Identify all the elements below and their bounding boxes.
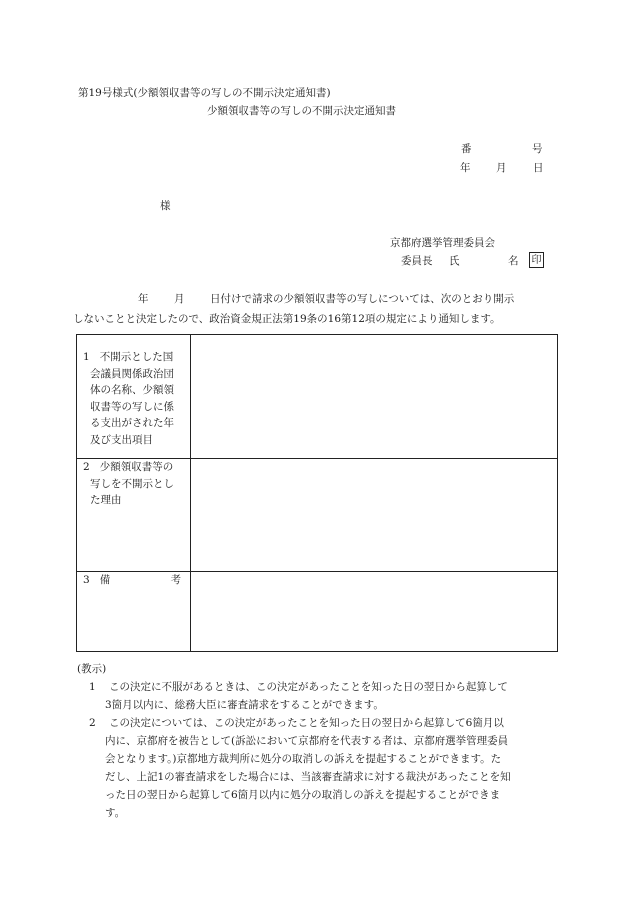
- row1-label-cell: [77, 335, 191, 459]
- issuer-organization: 京都府選挙管理委員会: [390, 237, 495, 249]
- number-label-go: 号: [532, 143, 543, 155]
- issuer-surname-label: 氏: [449, 255, 460, 267]
- row3-label: [77, 572, 190, 589]
- row1-line: る支出がされた年: [90, 417, 174, 429]
- row3-label-a: 備: [99, 574, 111, 586]
- addressee-honorific: 様: [160, 200, 171, 212]
- row2-label-cell: [77, 459, 191, 572]
- table-row: [77, 459, 558, 572]
- date-day-label: 日: [533, 162, 544, 174]
- date-month-label: 月: [496, 162, 507, 174]
- body-year-label: 年: [138, 293, 149, 305]
- row3-value-field[interactable]: [191, 572, 558, 652]
- document-title: 少額領収書等の写しの不開示決定通知書: [207, 105, 396, 117]
- note-number: 2: [89, 717, 96, 729]
- row3-label-b: 考: [170, 574, 181, 586]
- number-label-ban: 番: [461, 143, 472, 155]
- instructions-heading: (教示): [77, 663, 107, 675]
- body-month-label: 月: [174, 293, 185, 305]
- list-item: [77, 678, 557, 714]
- body-text-line2: しないことと決定したので、政治資金規正法第19条の16第12項の規定により通知します。: [73, 313, 501, 325]
- note-line: この決定については、この決定があったことを知った日の翌日から起算して6箇月以: [109, 717, 504, 729]
- note-line: った日の翌日から起算して6箇月以内に処分の取消しの訴えを提起することができま: [105, 789, 501, 801]
- list-item: [77, 714, 557, 822]
- note-line: 3箇月以内に、総務大臣に審査請求をすることができます。: [105, 699, 384, 711]
- row2-label: [77, 459, 190, 509]
- row1-line: 体の名称、少額領: [90, 384, 174, 396]
- row1-number: 1: [83, 351, 90, 363]
- table-row: [77, 572, 558, 652]
- body-text-line1: 日付けで請求の少額領収書等の写しについては、次のとおり開示: [210, 293, 515, 305]
- note-number: 1: [89, 681, 96, 693]
- row1-line: 及び支出項目: [90, 433, 153, 446]
- note-line: だし、上記1の審査請求をした場合には、当該審査請求に対する裁決があったことを知: [105, 771, 511, 783]
- row3-number: 3: [83, 574, 90, 586]
- note-line: 内に、京都府を被告として(訴訟において京都府を代表する者は、京都府選挙管理委員: [105, 735, 509, 747]
- row2-number: 2: [83, 461, 90, 473]
- instructions-section: [77, 660, 557, 822]
- note-line: この決定に不服があるときは、この決定があったことを知った日の翌日から起算して: [109, 681, 508, 693]
- row1-line: 不開示とした国: [99, 351, 174, 363]
- row1-line: 会議員関係政治団: [90, 367, 174, 380]
- row1-value-field[interactable]: [191, 335, 558, 459]
- note-line: 会となります。)京都地方裁判所に処分の取消しの訴えを提起することができます。た: [105, 753, 502, 765]
- row2-value-field[interactable]: [191, 459, 558, 572]
- seal-stamp: 印: [529, 252, 544, 268]
- row2-line: 写しを不開示とし: [90, 477, 174, 490]
- row3-label-cell: [77, 572, 191, 652]
- row1-label: [77, 335, 190, 448]
- note-line: す。: [105, 807, 126, 819]
- form-number-title: 第19号様式(少額領収書等の写しの不開示決定通知書): [78, 87, 331, 99]
- row2-line: 少額領収書等の: [99, 461, 174, 473]
- issuer-givenname-label: 名: [508, 255, 519, 267]
- row1-line: 収書等の写しに係: [90, 400, 174, 413]
- details-table: [76, 334, 558, 652]
- date-year-label: 年: [460, 162, 471, 174]
- table-row: [77, 335, 558, 459]
- issuer-title: 委員長: [401, 255, 433, 267]
- row2-line: た理由: [90, 494, 122, 506]
